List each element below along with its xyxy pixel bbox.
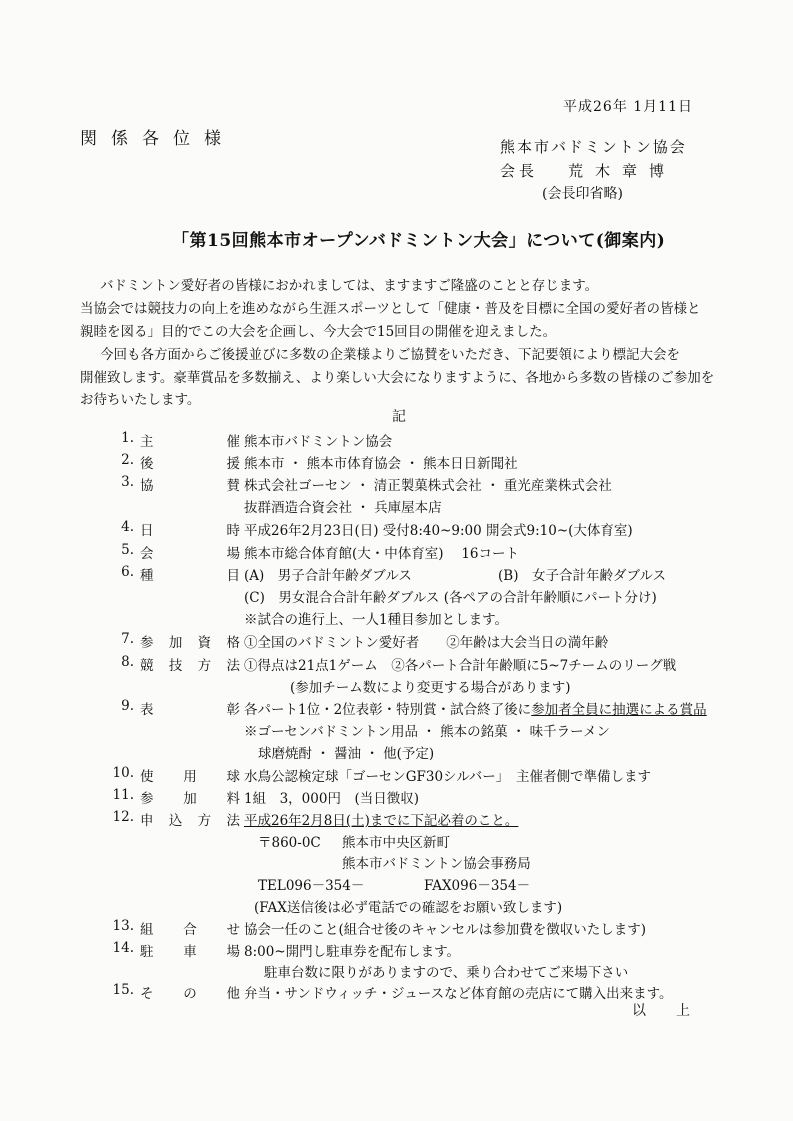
item-label-text: そ の 他 (140, 986, 240, 1002)
item-num: 10. (112, 765, 134, 781)
ki-marker: 記 (392, 409, 406, 425)
intro-line-1: バドミントン愛好者の皆様におかれましては、ますますご隆盛のことと存じます。 (100, 278, 599, 294)
item-label-text: 会 場 (140, 546, 240, 562)
item-label-text: 主 催 (140, 434, 240, 450)
item-label (140, 564, 240, 584)
intro-line-6: お待ちいたします。 (80, 392, 201, 408)
intro-line-2: 当協会では競技力の向上を進めながら生涯スポーツとして「健康・普及を目標に全国の愛好者の皆様と (80, 301, 701, 317)
event-c: (C) 男女混合合計年齢ダブルス (各ペアの合計年齢順にパート分け) (244, 590, 657, 606)
item-value: 株式会社ゴーセン ・ 清正製菓株式会社 ・ 重光産業株式会社 (244, 478, 612, 494)
addressee: 関係各位様 (80, 129, 235, 149)
item-value: 水鳥公認検定球「ゴーセンGF30シルバー」 主催者側で準備します (244, 769, 652, 785)
item-value: 熊本市 ・ 熊本市体育協会 ・ 熊本日日新聞社 (244, 456, 518, 472)
president-title: 会長 (500, 162, 539, 180)
item-label-text: 表 彰 (140, 702, 240, 718)
item-label (140, 918, 240, 938)
closing-mark: 以上 (632, 1003, 720, 1019)
address: 熊本市中央区新町 (342, 835, 450, 851)
item-value: 熊本市総合体育館(大・中体育室) 16コート (244, 546, 520, 562)
item-label (140, 474, 240, 494)
award-text: 各パート1位・2位表彰・特別賞・試合終了後に (244, 702, 532, 718)
item-label-text: 使 用 球 (140, 769, 240, 785)
sender-president (500, 160, 676, 181)
item-value: 協会一任のこと(組合せ後のキャンセルは参加費を徴収いたします) (244, 922, 647, 938)
item-label (140, 982, 240, 1002)
intro-line-5: 開催致します。豪華賞品を多数揃え、より楽しい大会になりますように、各地から多数の皆様のご参加を (80, 370, 715, 386)
document-date: 平成26年 1月11日 (563, 99, 693, 115)
item-num: 2. (121, 452, 134, 468)
item-label-text: 競 技 方 法 (140, 658, 240, 674)
item-num: 11. (112, 787, 134, 803)
item-label (140, 787, 240, 807)
item-num: 12. (112, 809, 134, 825)
item-num: 4. (121, 519, 134, 535)
item-num: 15. (112, 982, 134, 998)
item-num: 14. (112, 940, 134, 956)
item-label (140, 430, 240, 450)
tel-number: TEL096－354－ (258, 878, 365, 894)
method-note: (参加チーム数により変更する場合があります) (290, 680, 571, 696)
item-label (140, 542, 240, 562)
item-label-text: 日 時 (140, 523, 240, 539)
fax-number: FAX096－354－ (424, 878, 531, 894)
document-title: 「第15回熊本市オープンバドミントン大会」について(御案内) (172, 231, 666, 251)
item-num: 6. (121, 564, 134, 580)
sponsor-continued: 抜群酒造合資会社 ・ 兵庫屋本店 (244, 500, 442, 516)
office-name: 熊本市バドミントン協会事務局 (342, 856, 531, 872)
item-label-text: 種 目 (140, 568, 240, 584)
fax-note: (FAX送信後は必ず電話での確認をお願い致します) (254, 900, 563, 916)
award-prizes-1: ※ゴーセンバドミントン用品 ・ 熊本の銘菓 ・ 味千ラーメン (244, 724, 611, 740)
item-label (140, 452, 240, 472)
item-num: 1. (121, 430, 134, 446)
event-note: ※試合の進行上、一人1種目参加とします。 (244, 612, 509, 628)
president-name: 荒木章博 (568, 162, 677, 180)
award-underlined: 参加者全員に抽選による賞品 (531, 702, 707, 718)
postal-code: 〒860-0C (258, 835, 321, 851)
item-label-text: 協 賛 (140, 478, 240, 494)
item-num: 3. (121, 474, 134, 490)
item-value: 平成26年2月23日(日) 受付8:40~9:00 開会式9:10~(大体育室) (244, 523, 633, 539)
item-value: 平成26年2月8日(土)までに下記必着のこと。 (244, 813, 519, 829)
item-label-text: 後 援 (140, 456, 240, 472)
item-value: ①全国のバドミントン愛好者 ②年齢は大会当日の満年齢 (244, 635, 609, 651)
item-label-text: 組 合 せ (140, 922, 240, 938)
award-prizes-2: 球磨焼酎 ・ 醤油 ・ 他(予定) (258, 746, 435, 762)
item-label (140, 765, 240, 785)
item-label (140, 940, 240, 960)
item-num: 7. (121, 631, 134, 647)
seal-note: (会長印省略) (542, 186, 623, 202)
item-label-text: 参 加 資 格 (140, 635, 240, 651)
item-num: 5. (121, 542, 134, 558)
item-num: 13. (112, 918, 134, 934)
item-num: 8. (121, 654, 134, 670)
item-value: ①得点は21点1ゲーム ②各パート合計年齢順に5~7チームのリーグ戦 (244, 658, 677, 674)
sender-organization: 熊本市バドミントン協会 (500, 138, 687, 156)
item-label-text: 駐 車 場 (140, 944, 240, 960)
item-label (140, 519, 240, 539)
item-label-text: 申 込 方 法 (140, 813, 240, 829)
item-label-text: 参 加 料 (140, 791, 240, 807)
parking-note: 駐車台数に限りがありますので、乗り合わせてご来場下さい (264, 965, 629, 981)
item-label (140, 809, 240, 829)
event-b: (B) 女子合計年齢ダブルス (498, 568, 667, 584)
item-value: 1組 3，000円 (当日徴収) (244, 791, 419, 807)
item-value: 8:00~開門し駐車券を配布します。 (244, 944, 461, 960)
item-label (140, 654, 240, 674)
item-value: (A) 男子合計年齢ダブルス (244, 568, 412, 584)
item-num: 9. (121, 698, 134, 714)
item-value: 弁当・サンドウィッチ・ジュースなど体育館の売店にて購入出来ます。 (244, 986, 673, 1002)
intro-line-3: 親睦を図る」目的でこの大会を企画し、今大会で15回目の開催を迎えました。 (80, 324, 557, 340)
item-label (140, 698, 240, 718)
item-value (244, 698, 707, 718)
item-value: 熊本市バドミントン協会 (244, 434, 393, 450)
intro-line-4: 今回も各方面からご後援並びに多数の企業様よりご協賛をいただき、下記要領により標記大会を (100, 347, 680, 363)
item-label (140, 631, 240, 651)
